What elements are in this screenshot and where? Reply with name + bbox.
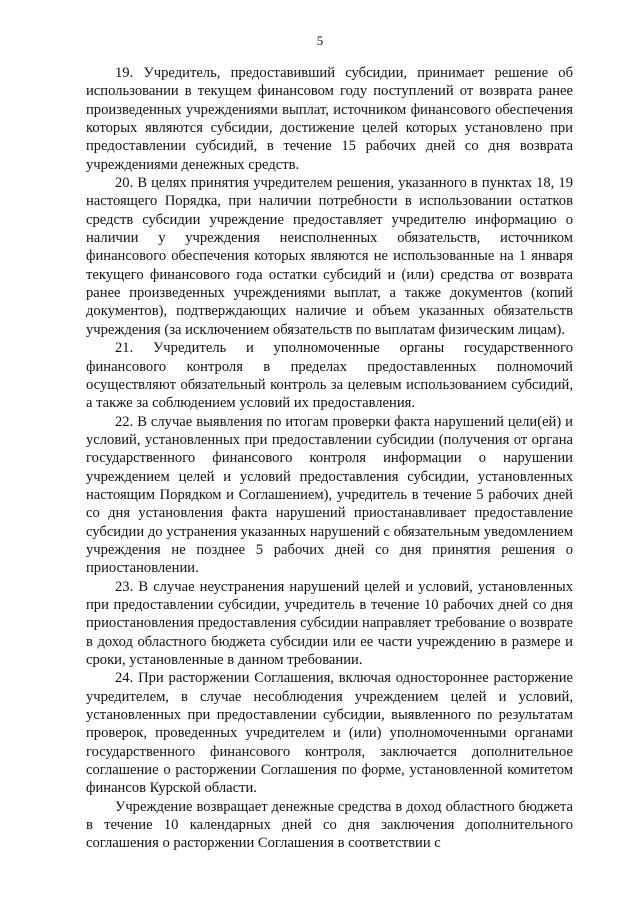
paragraph-23: 23. В случае неустранения нарушений целей и условий, установленных при предоставлении субсидии, учредитель в течение 10 рабочих дней со дня приостановления предоставления субсидии направляет требование о возврате в доход областного бюджета субсидии или ее части учреждению в размере и сроки, установленные в данном требовании. xyxy=(86,578,573,668)
paragraph-19: 19. Учредитель, предоставивший субсидии, принимает решение об использовании в текущем финансовом году поступлений от возврата ранее произведенных учреждениями выплат, источником финансового обеспечения которых являются субсидии, достижение целей которых установлено при предоставлении субсидий, в течение 15 рабочих дней со дня возврата учреждениями денежных средств. xyxy=(86,65,573,173)
paragraph-22: 22. В случае выявления по итогам проверки факта нарушений цели(ей) и условий, установленных при предоставлении субсидии (получения от органа государственного финансового контроля информации о нарушении учреждением целей и условий предоставления субсидии, установленных настоящим Порядком и Соглашением), учредитель в течение 5 рабочих дней со дня установления факта нарушений приостанавливает предоставление субсидии до устранения указанных нарушений с обязательным уведомлением учреждения не позднее 5 рабочих дней со дня принятия решения о приостановлении. xyxy=(86,413,573,577)
paragraph-21: 21. Учредитель и уполномоченные органы государственного финансового контроля в пределах предоставленных полномочий осуществляют обязательный контроль за целевым использованием субсидий, а также за соблюдением условий их предоставления. xyxy=(86,340,573,412)
document-body xyxy=(86,64,573,853)
paragraph-20: 20. В целях принятия учредителем решения, указанного в пунктах 18, 19 настоящего Порядка, при наличии потребности в использовании остатков средств субсидии учреждение предоставляет учредителю информацию о наличии у учреждения неисполненных обязательств, источником финансового обеспечения которых являются не использованные на 1 января текущего финансового года остатки субсидий и (или) средства от возврата ранее произведенных учреждениями выплат, а также документов (копий документов), подтверждающих наличие и объем указанных обязательств учреждения (за исключением обязательств по выплатам физическим лицам). xyxy=(86,175,573,338)
paragraph-24: 24. При расторжении Соглашения, включая одностороннее расторжение учредителем, в случае несоблюдения учреждением целей и условий, установленных при предоставлении субсидии, выявленного по результатам проверок, проведенных учредителем и (или) уполномоченными органами государственного финансового контроля, заключается дополнительное соглашение о расторжении Соглашения по форме, установленной комитетом финансов Курской области. xyxy=(86,670,573,797)
page-number: 5 xyxy=(316,33,324,48)
paragraph-24-continuation: Учреждение возвращает денежные средства в доход областного бюджета в течение 10 календарных дней со дня заключения дополнительного соглашения о расторжении Соглашения в соответствии с xyxy=(86,798,573,852)
